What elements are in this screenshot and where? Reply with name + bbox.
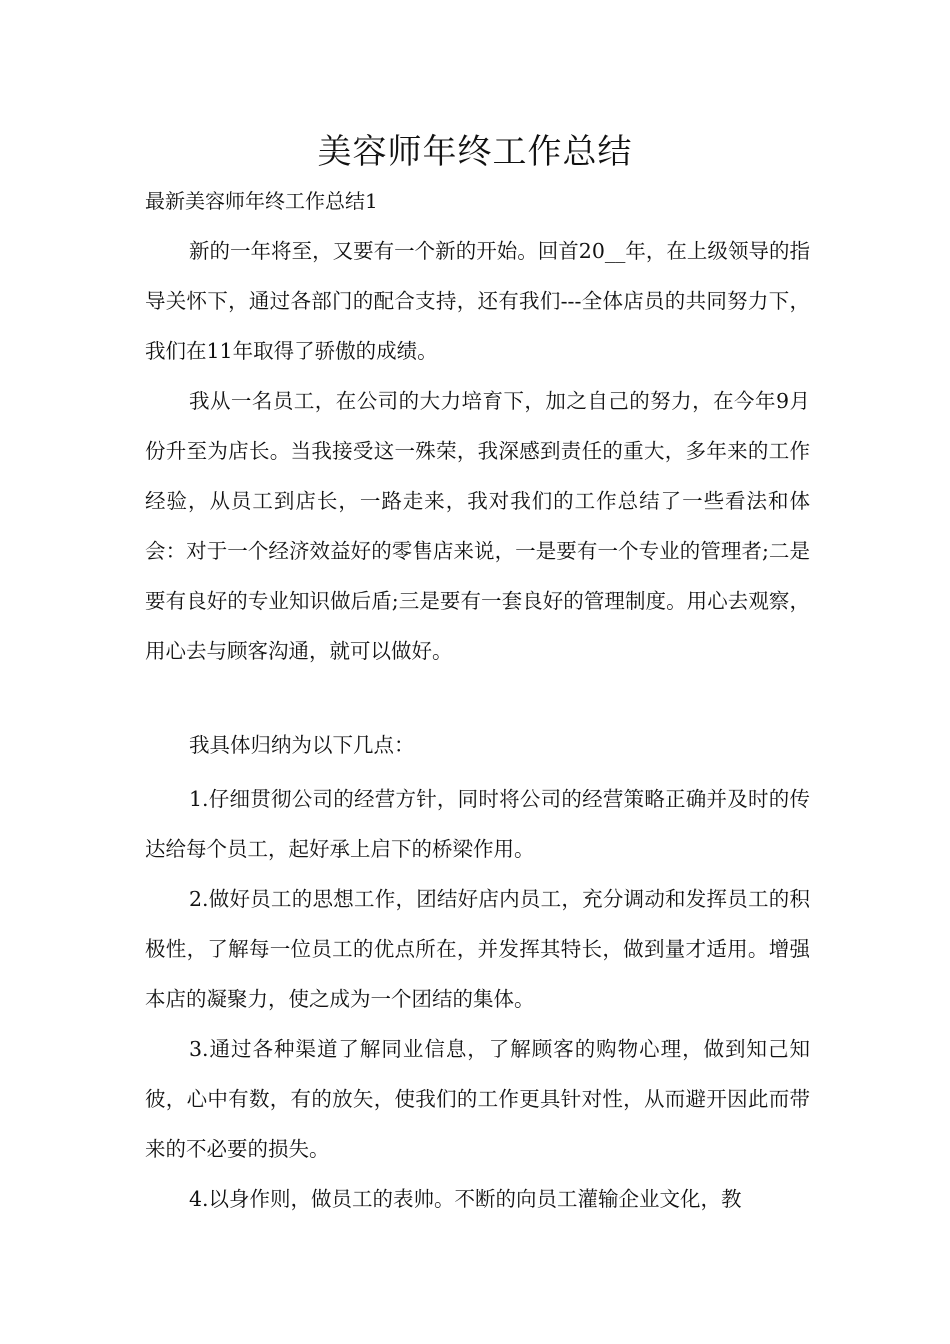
- document-subtitle: 最新美容师年终工作总结1: [145, 189, 378, 213]
- paragraph-point-4: 4.以身作则，做员工的表帅。不断的向员工灌输企业文化，教: [189, 1187, 742, 1211]
- paragraph-intro: 新的一年将至，又要有一个新的开始。回首20__年，在上级领导的指导关怀下，通过各部门的配合支持，还有我们---全体店员的共同努力下，我们在11年取得了骄傲的成绩。: [145, 239, 810, 363]
- paragraph-experience: 我从一名员工，在公司的大力培育下，加之自己的努力，在今年9月份升至为店长。当我接受这一殊荣，我深感到责任的重大，多年来的工作经验，从员工到店长，一路走来，我对我们的工作总结了一些看法和体会：对于一个经济效益好的零售店来说，一是要有一个专业的管理者;二是要有良好的专业知识做后盾;三是要有一套良好的管理制度。用心去观察，用心去与顾客沟通，就可以做好。: [145, 389, 810, 663]
- document-title: 美容师年终工作总结: [317, 132, 633, 172]
- paragraph-summary-lead: 我具体归纳为以下几点：: [189, 733, 415, 757]
- paragraph-point-2: 2.做好员工的思想工作，团结好店内员工，充分调动和发挥员工的积极性，了解每一位员工的优点所在，并发挥其特长，做到量才适用。增强本店的凝聚力，使之成为一个团结的集体。: [145, 887, 810, 1011]
- paragraph-point-1: 1.仔细贯彻公司的经营方针，同时将公司的经营策略正确并及时的传达给每个员工，起好承上启下的桥梁作用。: [145, 787, 810, 861]
- paragraph-point-3: 3.通过各种渠道了解同业信息，了解顾客的购物心理，做到知己知彼，心中有数，有的放矢，使我们的工作更具针对性，从而避开因此而带来的不必要的损失。: [145, 1037, 810, 1161]
